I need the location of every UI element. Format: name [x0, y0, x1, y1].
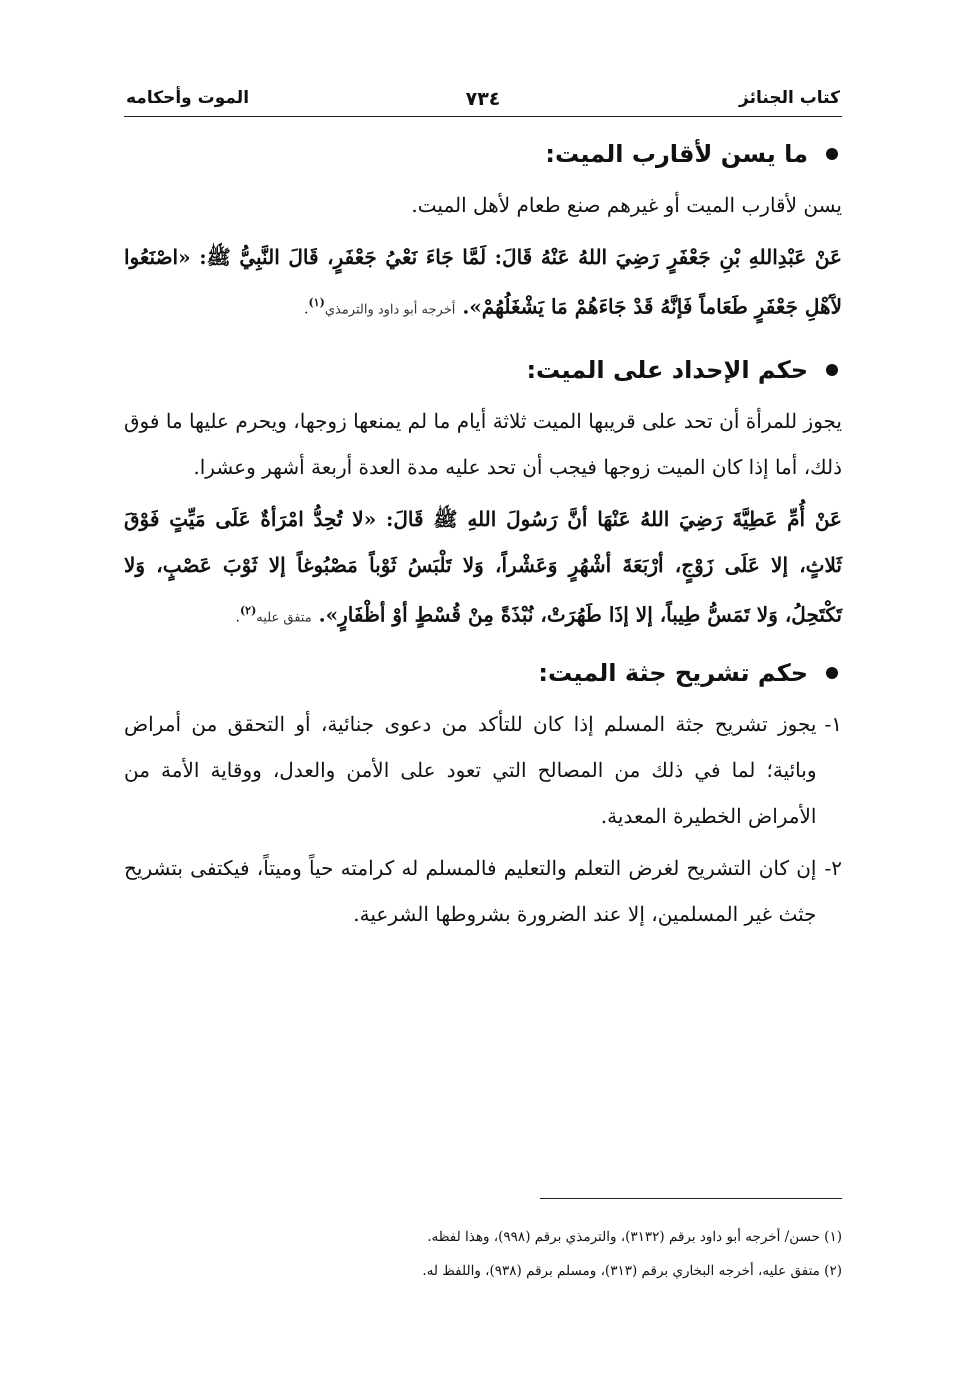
section-heading-relatives: [124, 140, 842, 168]
hadith-text: عَنْ أُمِّ عَطِيَّةَ رَضِيَ اللهُ عَنْهَا أنَّ رَسُولَ اللهِ ﷺ قَالَ: «لا تُحِدُّ امْرَأةٌ عَلَى مَيِّتٍ فَوْقَ ثَلاثٍ، إلا عَلَى زَوْجٍ، أرْبَعَةَ أشْهُرٍ وَعَشْراً، وَلا تَلْبَسُ ثَوْباً مَصْبُوغاً إلا ثَوْبَ عَصْبٍ، وَلا تَكْتَحِلُ، وَلا تَمَسُّ طِيباً، إلا إذَا طَهُرَتْ، نُبْذَةً مِنْ قُسْطٍ أوْ أظْفَارٍ».: [124, 506, 842, 627]
paragraph-relatives: يسن لأقارب الميت أو غيرهم صنع طعام لأهل الميت.: [411, 193, 842, 217]
section-heading-text: ما يسن لأقارب الميت:: [545, 140, 808, 168]
chapter-title: الموت وأحكامه: [126, 88, 250, 108]
item-number: ٢-: [824, 856, 842, 881]
hadith-source: متفق عليه: [256, 610, 312, 626]
book-section-title: كتاب الجنائز: [739, 88, 840, 108]
footnote-2: (٢) متفق عليه، أخرجه البخاري برقم (٣١٣)، ومسلم برقم (٩٣٨)، واللفظ له.: [422, 1263, 842, 1279]
bullet-icon: [826, 667, 838, 679]
item-number: ١-: [824, 712, 842, 737]
paragraph-mourning: يجوز للمرأة أن تحد على قريبها الميت ثلاثة أيام ما لم يمنعها زوجها، ويحرم عليها ما فوق ذلك، أما إذا كان الميت زوجها فيجب أن تحد عليه مدة العدة أربعة أشهر وعشرا.: [124, 408, 842, 479]
page-body: [124, 140, 842, 943]
bullet-icon: [826, 148, 838, 160]
footnote-ref[interactable]: (١): [308, 296, 325, 309]
hadith-source: أخرجه أبو داود والترمذي: [324, 302, 456, 318]
section-heading-autopsy: [124, 659, 842, 687]
footnote-divider: [540, 1198, 842, 1199]
hadith-umm-atiyya: عَنْ أُمِّ عَطِيَّةَ رَضِيَ اللهُ عَنْهَا أنَّ رَسُولَ اللهِ ﷺ قَالَ: «لا تُحِدُّ امْرَأةٌ عَلَى مَيِّتٍ فَوْقَ ثَلاثٍ، إلا عَلَى زَوْجٍ، أرْبَعَةَ أشْهُرٍ وَعَشْراً، وَلا تَلْبَسُ ثَوْباً مَصْبُوغاً إلا ثَوْبَ عَصْبٍ، وَلا تَكْتَحِلُ، وَلا تَمَسُّ طِيباً، إلا إذَا طَهُرَتْ، نُبْذَةً مِنْ قُسْطٍ أوْ أظْفَارٍ». متفق عليه$^{(٢)}$.: [124, 506, 842, 627]
section-heading-text: حكم تشريح جثة الميت:: [538, 659, 808, 688]
hadith-jafar: عَنْ عَبْدِاللهِ بْنِ جَعْفَرٍ رَضِيَ اللهُ عَنْهُ قَالَ: لَمَّا جَاءَ نَعْيُ جَعْفَرٍ، قَالَ النَّبِيُّ ﷺ: «اصْنَعُوا لآَهْلِ جَعْفَرٍ طَعَاماً فَإنَّهُ قَدْ جَاءَهُمْ مَا يَشْغَلُهُمْ». أخرجه أبو داود والترمذي$^{(١)}$.: [124, 245, 842, 319]
bullet-icon: [826, 364, 838, 376]
item-text: إن كان التشريح لغرض التعلم والتعليم فالمسلم له كرامته حياً وميتاً، فيكتفى بتشريح جثث غير المسلمين، إلا عند الضرورة بشروطها الشرعية.: [124, 856, 817, 927]
hadith-text: عَنْ عَبْدِاللهِ بْنِ جَعْفَرٍ رَضِيَ اللهُ عَنْهُ قَالَ: لَمَّا جَاءَ نَعْيُ جَعْفَرٍ، قَالَ النَّبِيُّ ﷺ: «اصْنَعُوا لآَهْلِ جَعْفَرٍ طَعَاماً فَإنَّهُ قَدْ جَاءَهُمْ مَا يَشْغَلُهُمْ».: [124, 245, 842, 319]
numbered-item: [124, 701, 842, 839]
page-number: ٧٣٤: [465, 88, 501, 110]
footnotes: [124, 1220, 842, 1288]
item-text: يجوز تشريح جثة المسلم إذا كان للتأكد من دعوى جنائية، أو التحقق من أمراض وبائية؛ لما في ذلك من المصالح التي تعود على الأمن والعدل، ووقاية الأمة من الأمراض الخطيرة المعدية.: [124, 712, 817, 829]
footnote-1: (١) حسن/ أخرجه أبو داود برقم (٣١٣٢)، والترمذي برقم (٩٩٨)، وهذا لفظه.: [427, 1229, 842, 1245]
section-heading-text: حكم الإحداد على الميت:: [526, 355, 808, 384]
numbered-item: [124, 845, 842, 937]
running-header: [124, 86, 842, 117]
section-heading-mourning: [124, 356, 842, 384]
footnote-ref[interactable]: (٢): [239, 603, 257, 617]
